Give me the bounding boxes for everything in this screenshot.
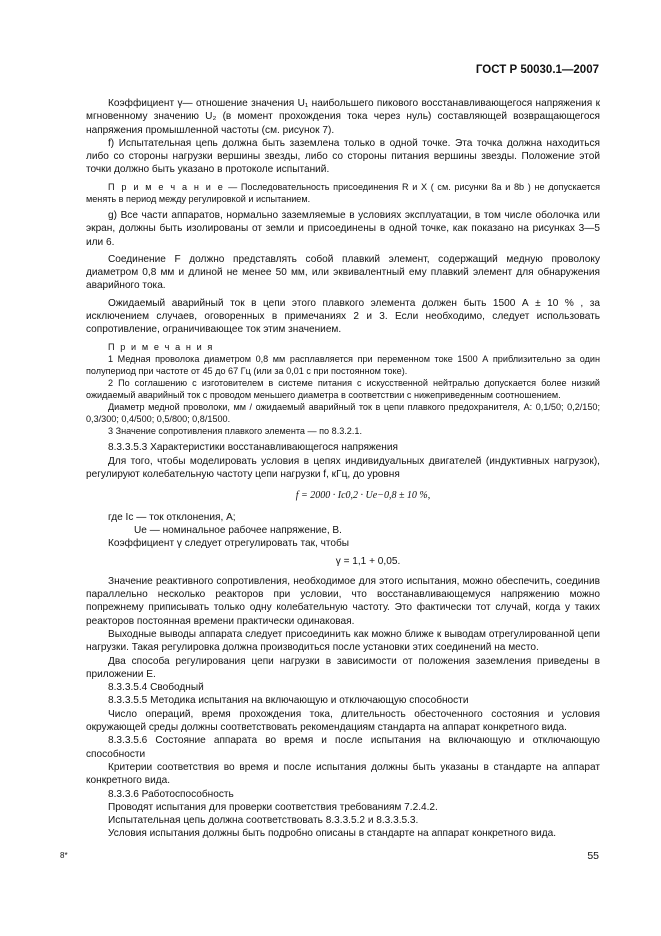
paragraph: Испытательная цепь должна соответствовать 8.3.3.5.2 и 8.3.3.5.3. [108,815,419,827]
section-heading: 8.3.3.6 Работоспособность [108,788,234,800]
paragraph: Для того, чтобы моделировать условия в цепях индивидуальных двигателей (индуктивных нагрузок), регулируют колебательную частоту цепи нагрузки f, кГц, до уровня [86,455,600,480]
note [86,181,600,205]
note-item: 2 По соглашению с изготовителем в системе питания с искусственной нейтралью допускается более низкий ожидаемый аварийный ток с проводом меньшего диаметра в соответствии с нижеприведенным соотношением. [86,377,600,401]
section-heading: 8.3.3.5.3 Характеристики восстанавливающегося напряжения [108,442,398,454]
paragraph: Коэффициент γ следует отрегулировать так, чтобы [108,538,350,550]
notes-label: П р и м е ч а н и я [108,341,214,352]
page-number: 55 [587,850,599,862]
paragraph: Коэффициент γ— отношение значения U₁ наибольшего пикового восстанавливающегося напряжения к мгновенному значению U₂ (в момент прохождения тока через нуль) составляющей возвращающегося напряжения промышленной частоты (см. рисунок 7). [86,98,600,136]
section-heading: 8.3.3.5.6 Состояние аппарата во время и после испытания на включающую и отключающую способности [86,735,600,760]
paragraph: Проводят испытания для проверки соответствия требованиям 7.2.4.2. [108,801,438,813]
note-item: 3 Значение сопротивления плавкого элемента — по 8.3.2.1. [108,426,362,437]
document-id: ГОСТ Р 50030.1—2007 [475,64,599,76]
paragraph: Два способа регулирования цепи нагрузки в зависимости от положения заземления приведены в приложении Е. [86,655,600,680]
paragraph: f) Испытательная цепь должна быть заземлена только в одной точке. Эта точка должна находиться либо со стороны нагрузки вершины звезды, либо со стороны питания вершины звезды. Положение этой точки должно быть указано в протоколе испытаний. [86,137,600,176]
gamma-equation: γ = 1,1 + 0,05. [335,556,401,568]
section-heading: 8.3.3.5.5 Методика испытания на включающую и отключающую способности [108,695,469,707]
note-item: Диаметр медной проволоки, мм / ожидаемый аварийный ток в цепи плавкого предохранителя, А: 0,1/50; 0,2/150; 0,3/300; 0,4/500; 0,5/800; 0,8/1500. [86,402,600,425]
paragraph: Критерии соответствия во время и после испытания должны быть указаны в стандарте на аппарат конкретного вида. [86,761,600,787]
note-text: — Последовательность присоединения R и X ( см. рисунки 8а и 8b ) не допускается менять в период между регулировкой и испытанием. [86,181,601,204]
note-item: 1 Медная проволока диаметром 0,8 мм расплавляется при переменном токе 1500 А приблизительно за один полупериод при частоте от 45 до 67 Гц (или за 0,01 с при постоянном токе). [86,353,600,376]
paragraph: Ожидаемый аварийный ток в цепи этого плавкого элемента должен быть 1500 А ± 10 % , за исключением случаев, оговоренных в примечаниях 2 и 3. Если необходимо, следует использовать сопротивление, ограничивающее ток этим значением. [86,297,600,336]
paragraph: Значение реактивного сопротивления, необходимое для этого испытания, можно обеспечить, соединив параллельно несколько реакторов при условии, что восстанавливающемуся напряжению можно попрежнему приписывать только одну колебательную частоту. Это фактически тот случай, когда у таких реакторов постоянная времени практически одинаковая. [86,575,600,627]
page-body [86,97,600,841]
paragraph: g) Все части аппаратов, нормально заземляемые в условиях эксплуатации, в том числе оболочка или экран, должны быть изолированы от земли и присоединены в одной точке, как показано на рисунках 3—5 или 6. [86,209,600,248]
formula-legend: где Iс — ток отклонения, А; [108,511,236,523]
sheet-mark: 8* [60,851,68,860]
formula: f = 2000 · Iс0,2 · Uе−0,8 ± 10 %, [295,490,431,502]
paragraph: Число операций, время прохождения тока, длительность обесточенного состояния и условия окружающей среды должны соответствовать рекомендациям стандарта на аппарат конкретного вида. [86,708,600,734]
paragraph: Условия испытания должны быть подробно описаны в стандарте на аппарат конкретного вида. [108,828,557,840]
formula-legend: Uе — номинальное рабочее напряжение, В. [134,524,342,536]
paragraph: Соединение F должно представлять собой плавкий элемент, содержащий медную проволоку диаметром 0,8 мм и длиной не менее 50 мм, или эквивалентный ему плавкий элемент для обнаружения аварийного тока. [86,253,600,292]
paragraph: Выходные выводы аппарата следует присоединить как можно ближе к выводам отрегулированной цепи нагрузки. Такая регулировка должна производиться после установки этих соединений на место. [86,628,600,654]
note-label: П р и м е ч а н и е [108,181,225,192]
section-heading: 8.3.3.5.4 Свободный [108,682,204,694]
